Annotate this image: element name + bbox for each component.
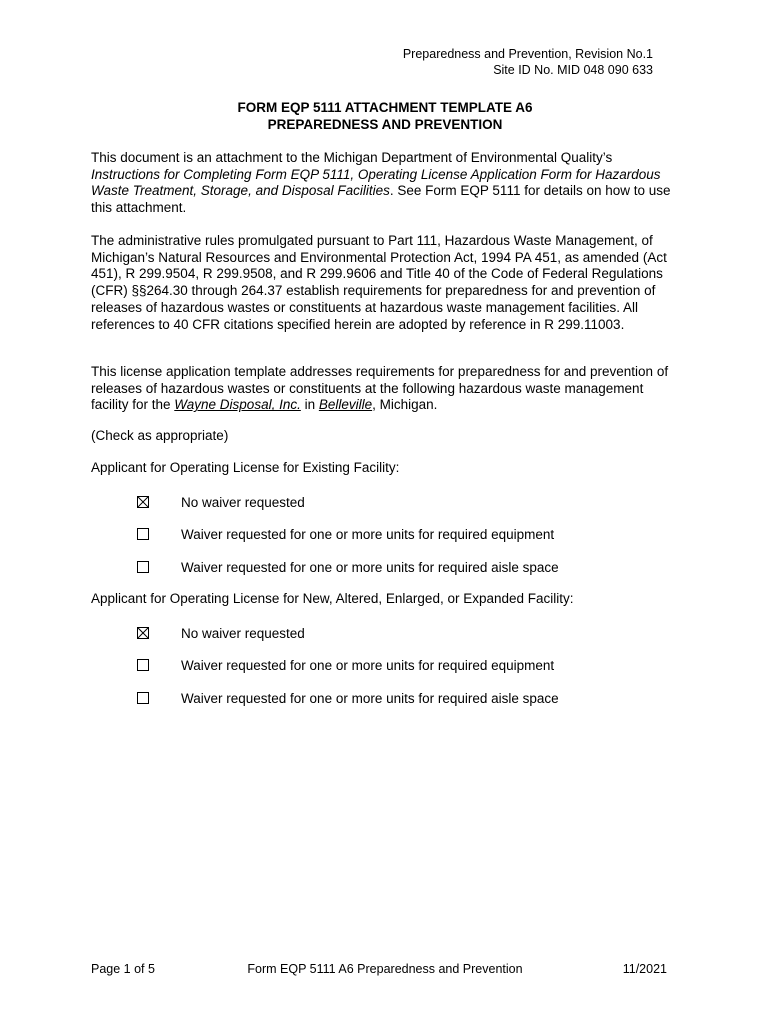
existing-waiver-aisle-checkbox[interactable] — [137, 561, 149, 573]
footer-date: 11/2021 — [622, 962, 667, 976]
form-title — [0, 99, 770, 133]
intro-text-a: This document is an attachment to the Michigan Department of Environmental Quality’s — [91, 150, 613, 165]
check-instruction: (Check as appropriate) — [91, 428, 229, 443]
new-waiver-equipment-option[interactable] — [137, 656, 555, 674]
existing-waiver-aisle-option[interactable] — [137, 558, 559, 576]
existing-no-waiver-checkbox[interactable] — [137, 496, 149, 508]
new-waiver-aisle-label: Waiver requested for one or more units for required aisle space — [181, 690, 559, 706]
city-field[interactable]: Belleville — [318, 397, 373, 413]
new-no-waiver-label: No waiver requested — [181, 625, 305, 641]
new-facility-heading: Applicant for Operating License for New, Altered, Enlarged, or Expanded Facility: — [91, 591, 574, 606]
intro-paragraph — [91, 150, 681, 217]
new-no-waiver-checkbox[interactable] — [137, 627, 149, 639]
existing-waiver-aisle-label: Waiver requested for one or more units for required aisle space — [181, 559, 559, 575]
footer-page-number: Page 1 of 5 — [91, 962, 155, 976]
page-header — [403, 46, 653, 78]
existing-waiver-equipment-label: Waiver requested for one or more units for required equipment — [181, 526, 555, 542]
existing-waiver-equipment-option[interactable] — [137, 525, 555, 543]
intro-text-b: . See Form EQP 5111 for details on how to use this attachment. — [91, 183, 671, 216]
existing-no-waiver-label: No waiver requested — [181, 494, 305, 510]
form-title-line1: FORM EQP 5111 ATTACHMENT TEMPLATE A6 — [237, 100, 533, 115]
scope-text-a: This license application template addresses requirements for preparedness for and prevention of releases of hazardous wastes or constituents at the following hazardous waste management facility for the — [91, 364, 669, 413]
rules-paragraph: The administrative rules promulgated pursuant to Part 111, Hazardous Waste Management, of Michigan’s Natural Resources and Environmental Protection Act, 1994 PA 451, as amended (Act 451), R 299.9504, R 299.9508, and R 299.9606 and Title 40 of the Code of Federal Regulations (CFR) §§264.30 through 264.37 establish requirements for preparedness for and prevention of releases of hazardous wastes or constituents at hazardous waste management facilities. All references to 40 CFR citations specified herein are adopted by reference in R 299.11003. — [91, 233, 667, 332]
new-waiver-equipment-checkbox[interactable] — [137, 659, 149, 671]
new-waiver-equipment-label: Waiver requested for one or more units for required equipment — [181, 657, 555, 673]
form-title-line2: PREPAREDNESS AND PREVENTION — [267, 117, 503, 132]
header-site-id: Site ID No. MID 048 090 633 — [493, 63, 653, 77]
footer-form-name: Form EQP 5111 A6 Preparedness and Prevention — [247, 962, 523, 976]
header-revision: Preparedness and Prevention, Revision No.1 — [402, 47, 653, 61]
scope-text-c: , Michigan. — [372, 397, 438, 413]
existing-waiver-equipment-checkbox[interactable] — [137, 528, 149, 540]
new-waiver-aisle-checkbox[interactable] — [137, 692, 149, 704]
scope-text-b: in — [300, 397, 319, 413]
scope-paragraph — [91, 364, 681, 414]
facility-name-field[interactable]: Wayne Disposal, Inc. — [174, 397, 301, 413]
new-no-waiver-option[interactable] — [137, 624, 305, 642]
existing-no-waiver-option[interactable] — [137, 493, 305, 511]
new-waiver-aisle-option[interactable] — [137, 689, 559, 707]
instructions-title: Instructions for Completing Form EQP 5111, Operating License Application Form for Hazardous Waste Treatment, Storage, and Disposal Facilities — [91, 166, 661, 199]
existing-facility-heading: Applicant for Operating License for Existing Facility: — [91, 460, 400, 475]
